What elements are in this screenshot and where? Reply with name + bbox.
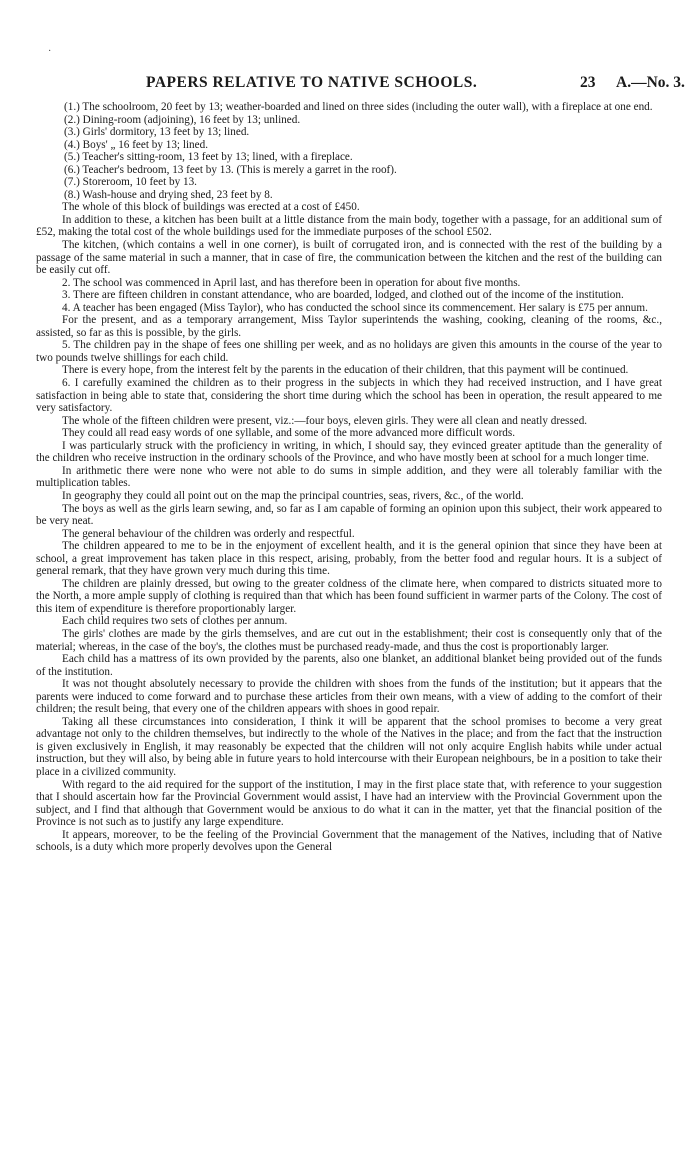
list-item: (3.) Girls' dormitory, 13 feet by 13; lined. <box>64 126 250 139</box>
body-paragraph: I was particularly struck with the proficiency in writing, in which, I should say, they evinced greater aptitude than the generality of the children who receive instruction in the ordinary schools of the Province, and who have mostly been at school for a much longer time. <box>36 439 662 465</box>
list-item: (2.) Dining-room (adjoining), 16 feet by 13; unlined. <box>64 113 301 126</box>
body-paragraph: It was not thought absolutely necessary to provide the children with shoes from the funds of the institution; but it appears that the parents were induced to come forward and to purchase these articles from their own means, with a view of adding to the comfort of their children; the result being, that every one of the children appears with shoes in good repair. <box>36 678 662 716</box>
document-reference: A.—No. 3. <box>616 74 685 91</box>
body-paragraph: The girls' clothes are made by the girls themselves, and are cut out in the establishment; their cost is consequently only that of the material; whereas, in the case of the boy's, the clothes must be purchased ready-made, and thus the cost is proportionably larger. <box>36 627 662 653</box>
page-header <box>0 74 700 94</box>
body-paragraph: They could all read easy words of one syllable, and some of the more advanced more difficult words. <box>62 427 516 440</box>
list-item: (5.) Teacher's sitting-room, 13 feet by 13; lined, with a fireplace. <box>64 151 353 164</box>
body-paragraph: Taking all these circumstances into consideration, I think it will be apparent that the school promises to become a very great advantage not only to the children themselves, but indirectly to the whole of the Natives in the place; and from the fact that the instruction is given exclusively in English, it may reasonably be expected that the children will not only acquire English habits while under actual instruction, but they will also, by being able in future years to hold intercourse with their European neighbours, be in a position to take their place in a civilized community. <box>36 715 662 778</box>
body-paragraph: The children appeared to me to be in the enjoyment of excellent health, and it is the general opinion that since they have been at school, a great improvement has taken place in this respect, arising, probably, from the better food and regular hours. It is a subject of general remark, that they have grown very much during this time. <box>36 540 662 578</box>
body-paragraph: Each child has a mattress of its own provided by the parents, also one blanket, an additional blanket being provided out of the funds of the institution. <box>36 653 662 678</box>
page-number: 23 <box>580 74 596 91</box>
body-paragraph: In arithmetic there were none who were not able to do sums in simple addition, and they were all tolerably familiar with the multiplication tables. <box>36 464 662 490</box>
document-body <box>36 101 662 854</box>
body-paragraph: The kitchen, (which contains a well in one corner), is built of corrugated iron, and is connected with the rest of the building by a passage of the same material in such a manner, that in case of fire, the communication between the kitchen and the rest of the building can be easily cut off. <box>36 239 662 277</box>
list-item: (8.) Wash-house and drying shed, 23 feet by 8. <box>64 188 273 201</box>
list-item: (1.) The schoolroom, 20 feet by 13; weather-boarded and lined on three sides (including the outer wall), with a fireplace at one end. <box>64 101 653 113</box>
body-paragraph: The boys as well as the girls learn sewing, and, so far as I am capable of forming an opinion upon this subject, their work appeared to be very neat. <box>36 502 662 528</box>
body-paragraph: For the present, and as a temporary arrangement, Miss Taylor superintends the washing, cooking, cleaning of the rooms, &c., assisted, so far as this is possible, by the girls. <box>36 314 662 339</box>
body-paragraph: With regard to the aid required for the support of the institution, I may in the first place state that, with reference to your suggestion that I should ascertain how far the Provincial Government would assist, I have had an interview with the Provincial Government upon the subject, and I find that although that Government would be anxious to do what it can in the matter, yet that the financial position of the Province is not such as to justify any large expenditure. <box>36 778 662 829</box>
body-paragraph: The whole of this block of buildings was erected at a cost of £450. <box>62 201 360 214</box>
body-paragraph: The whole of the fifteen children were present, viz.:—four boys, eleven girls. They were all clean and neatly dressed. <box>62 414 588 427</box>
body-paragraph: 4. A teacher has been engaged (Miss Taylor), who has conducted the school since its commencement. Her salary is £75 per annum. <box>62 301 648 314</box>
body-paragraph: There is every hope, from the interest felt by the parents in the education of their children, that this payment will be continued. <box>62 364 629 377</box>
body-paragraph: 2. The school was commenced in April last, and has therefore been in operation for about five months. <box>62 276 521 289</box>
body-paragraph: In addition to these, a kitchen has been built at a little distance from the main body, together with a passage, for an additional sum of £52, making the total cost of the whole buildings used for the immediate purposes of the school £502. <box>36 213 662 239</box>
body-paragraph: Each child requires two sets of clothes per annum. <box>62 615 288 628</box>
body-paragraph: It appears, moreover, to be the feeling of the Provincial Government that the management of the Natives, including that of Native schools, is a duty which more properly devolves upon the General <box>36 828 662 854</box>
page-title: PAPERS RELATIVE TO NATIVE SCHOOLS. <box>146 74 478 91</box>
body-paragraph: 5. The children pay in the shape of fees one shilling per week, and as no holidays are given this amounts in the course of the year to two pounds twelve shillings for each child. <box>36 339 662 364</box>
body-paragraph: In geography they could all point out on the map the principal countries, seas, rivers, &c., of the world. <box>62 489 524 502</box>
body-paragraph: 6. I carefully examined the children as to their progress in the subjects in which they had received instruction, and I have great satisfaction in being able to state that, considering the short time during which the school has been in operation, the result appeared to me very satisfactory. <box>36 377 662 415</box>
body-paragraph: The children are plainly dressed, but owing to the greater coldness of the climate here, when compared to districts situated more to the North, a more ample supply of clothing is required than that which has been found sufficient in warmer parts of the Colony. The cost of this item of expenditure is therefore proportionably larger. <box>36 577 662 615</box>
list-item: (4.) Boys' „ 16 feet by 13; lined. <box>64 138 209 151</box>
list-item: (6.) Teacher's bedroom, 13 feet by 13. (This is merely a garret in the roof). <box>64 163 397 176</box>
body-paragraph: 3. There are fifteen children in constant attendance, who are boarded, lodged, and clothed out of the income of the institution. <box>62 289 624 302</box>
stray-mark: · <box>48 46 52 57</box>
list-item: (7.) Storeroom, 10 feet by 13. <box>64 176 197 189</box>
body-paragraph: The general behaviour of the children was orderly and respectful. <box>62 527 355 540</box>
